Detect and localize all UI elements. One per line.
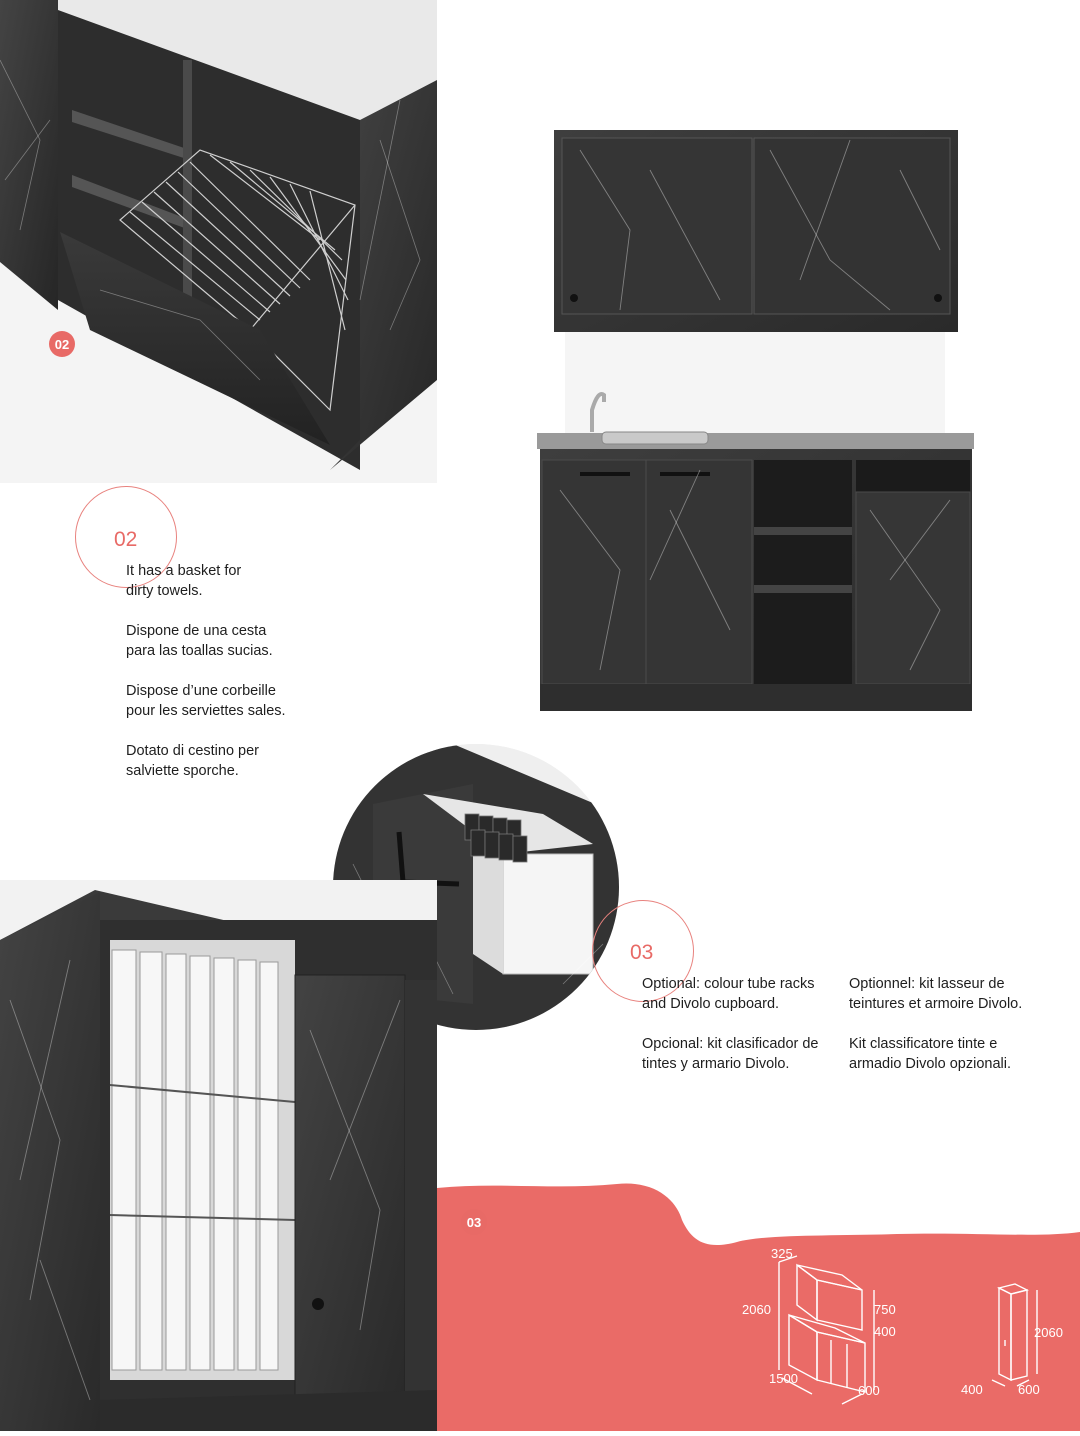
section-02-number: 02 (114, 528, 138, 551)
section-02-badge: 02 (49, 331, 75, 357)
text-es: Dispone de una cesta para las toallas sucias. (126, 623, 273, 659)
dim-b-width: 400 (961, 1382, 983, 1397)
kitchen-unit-illustration (470, 110, 1060, 740)
text-it: Kit classificatore tinte e armadio Divolo opzionali. (849, 1036, 1011, 1072)
section-03-number: 03 (630, 941, 654, 964)
basket-cabinet-photo (0, 0, 437, 483)
kitchen-unit-photo (470, 110, 1060, 740)
section-02-text (126, 561, 366, 801)
section-03-text-left (642, 974, 842, 1094)
sliding-cabinet-photo (0, 880, 437, 1431)
dim-a-upper: 750 (874, 1302, 896, 1317)
dimensions-panel (437, 1180, 1080, 1431)
section-03-text-right (849, 974, 1069, 1094)
text-es: Opcional: kit clasificador de tintes y armario Divolo. (642, 1036, 819, 1072)
text-fr: Dispose d’une corbeille pour les serviettes sales. (126, 683, 286, 719)
text-en: It has a basket for dirty towels. (126, 563, 242, 599)
dim-a-height: 2060 (742, 1302, 771, 1317)
dim-b-depth: 600 (1018, 1382, 1040, 1397)
dim-b-height: 2060 (1034, 1325, 1063, 1340)
sliding-cabinet-illustration (0, 880, 437, 1431)
section-03-badge: 03 (461, 1209, 487, 1235)
text-en: Optional: colour tube racks and Divolo cupboard. (642, 976, 815, 1012)
text-fr: Optionnel: kit lasseur de teintures et armoire Divolo. (849, 976, 1023, 1012)
dim-a-lower: 400 (874, 1324, 896, 1339)
dim-a-depth-top: 325 (771, 1246, 793, 1261)
basket-cabinet-illustration (0, 0, 437, 483)
dim-a-depth: 600 (858, 1383, 880, 1398)
text-it: Dotato di cestino per salviette sporche. (126, 743, 259, 779)
dim-a-width: 1500 (769, 1371, 798, 1386)
